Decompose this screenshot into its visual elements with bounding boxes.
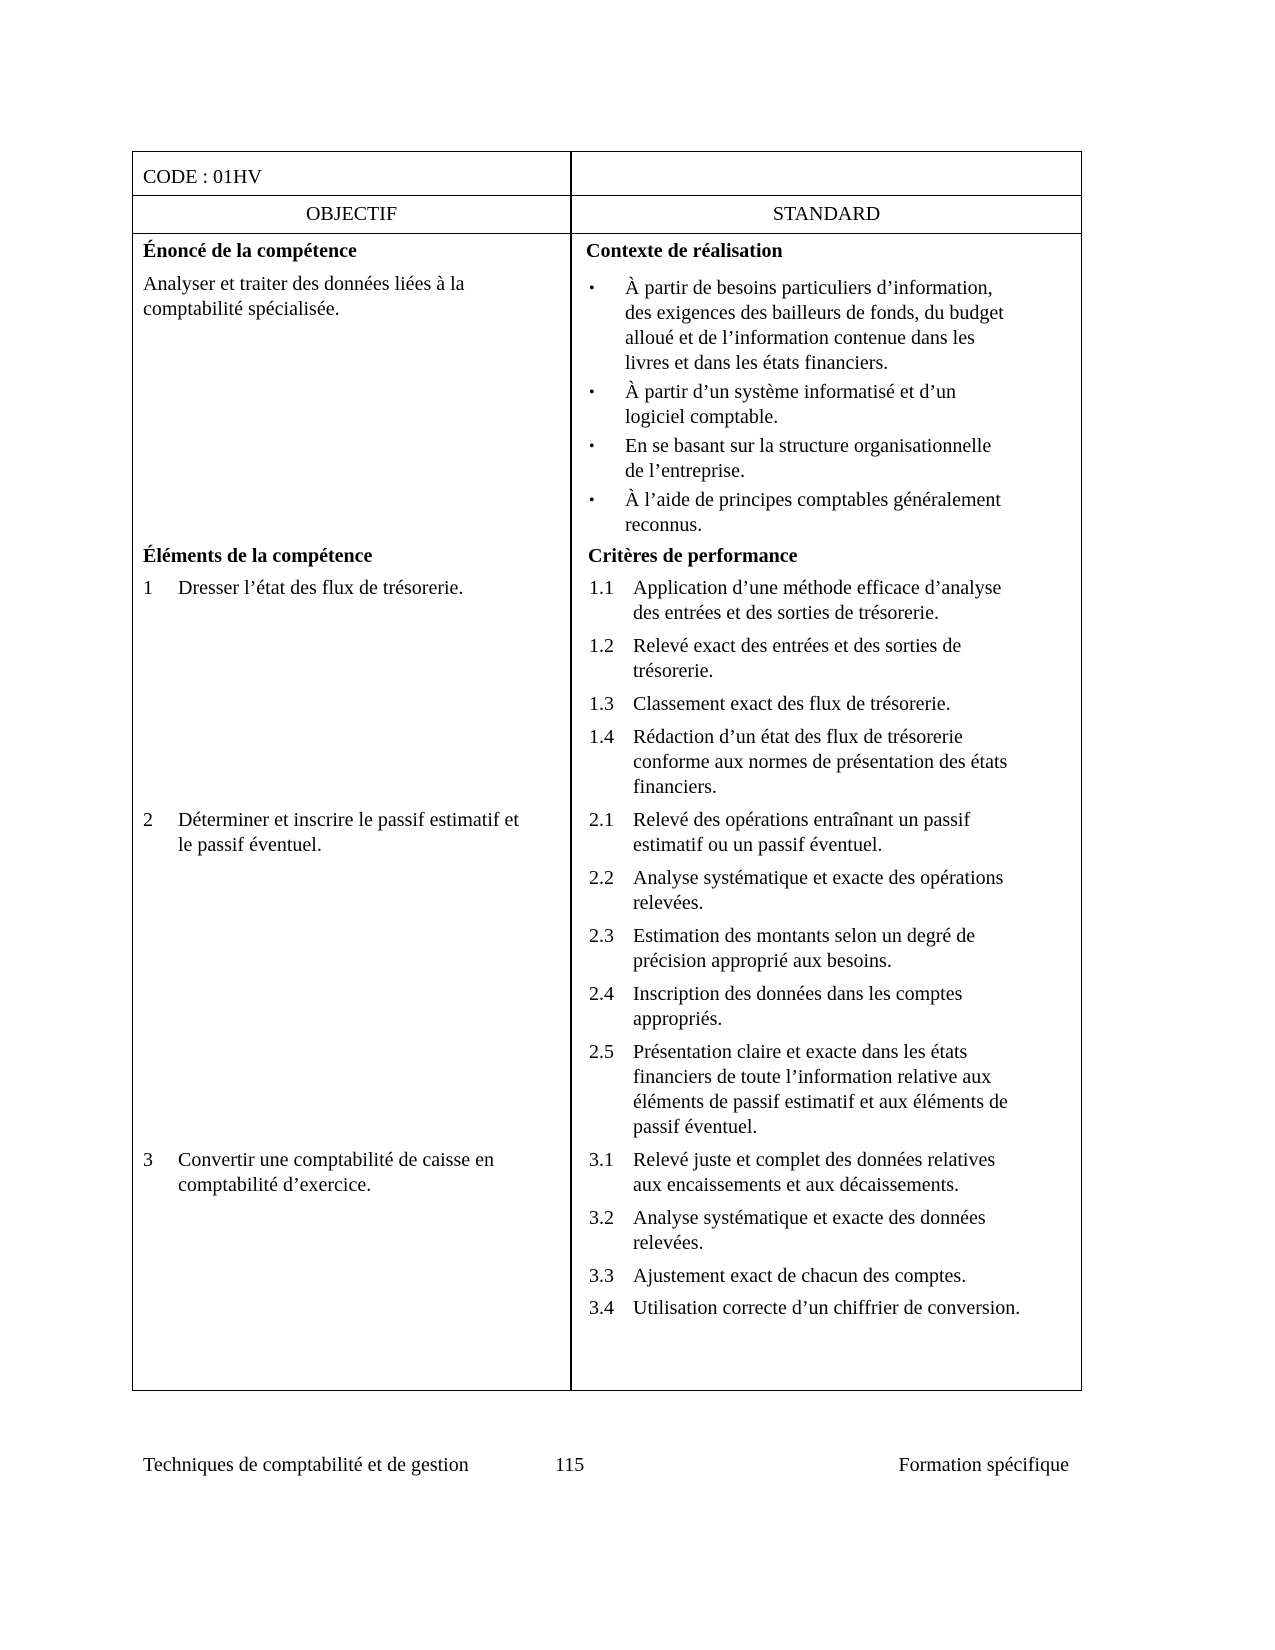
critere-text: Ajustement exact de chacun des comptes. <box>633 1265 967 1287</box>
contexte-heading: Contexte de réalisation <box>586 240 783 262</box>
critere-text: financiers. <box>633 776 717 798</box>
critere-text: Relevé exact des entrées et des sorties de <box>633 635 962 657</box>
critere-number: 1.4 <box>589 726 614 748</box>
critere-text: Inscription des données dans les comptes <box>633 983 963 1005</box>
element-text: Convertir une comptabilité de caisse en <box>178 1149 495 1171</box>
row-divider <box>132 195 1082 196</box>
criteres-heading: Critères de performance <box>588 545 798 567</box>
code-label: CODE : 01HV <box>143 166 262 188</box>
critere-text: Présentation claire et exacte dans les états <box>633 1041 968 1063</box>
objectif-header: OBJECTIF <box>305 203 398 225</box>
critere-text: conforme aux normes de présentation des états <box>633 751 1008 773</box>
element-number: 3 <box>143 1149 153 1171</box>
critere-number: 2.2 <box>589 867 614 889</box>
critere-text: Analyse systématique et exacte des données <box>633 1207 986 1229</box>
critere-number: 2.4 <box>589 983 614 1005</box>
critere-text: Relevé des opérations entraînant un passif <box>633 809 971 831</box>
element-text: comptabilité d’exercice. <box>178 1174 372 1196</box>
critere-text: des entrées et des sorties de trésorerie. <box>633 602 939 624</box>
element-text: Déterminer et inscrire le passif estimatif et <box>178 809 519 831</box>
table-border-right <box>1081 151 1082 1391</box>
critere-text: relevées. <box>633 1232 704 1254</box>
bullet-icon: • <box>589 280 595 297</box>
contexte-item: reconnus. <box>625 514 703 536</box>
footer-title: Techniques de comptabilité et de gestion <box>143 1454 469 1476</box>
critere-text: Analyse systématique et exacte des opérations <box>633 867 1004 889</box>
row-divider <box>132 233 1082 234</box>
contexte-item: de l’entreprise. <box>625 460 745 482</box>
table-border-top <box>132 151 1082 152</box>
critere-text: éléments de passif estimatif et aux éléments de <box>633 1091 1008 1113</box>
contexte-item: En se basant sur la structure organisationnelle <box>625 435 992 457</box>
contexte-item: livres et dans les états financiers. <box>625 352 889 374</box>
table-border-left <box>132 151 133 1391</box>
column-divider <box>570 151 572 1391</box>
page-number: 115 <box>555 1454 585 1476</box>
enonce-text: comptabilité spécialisée. <box>143 298 340 320</box>
bullet-icon: • <box>589 438 595 455</box>
element-text: Dresser l’état des flux de trésorerie. <box>178 577 464 599</box>
critere-text: Estimation des montants selon un degré de <box>633 925 976 947</box>
critere-text: estimatif ou un passif éventuel. <box>633 834 883 856</box>
critere-text: relevées. <box>633 892 704 914</box>
enonce-heading: Énoncé de la compétence <box>143 240 357 262</box>
critere-text: passif éventuel. <box>633 1116 758 1138</box>
footer-section: Formation spécifique <box>898 1454 1069 1476</box>
element-number: 1 <box>143 577 153 599</box>
standard-header: STANDARD <box>772 203 881 225</box>
contexte-item: À partir de besoins particuliers d’information, <box>625 277 993 299</box>
critere-text: Rédaction d’un état des flux de trésorerie <box>633 726 963 748</box>
bullet-icon: • <box>589 492 595 509</box>
critere-text: Application d’une méthode efficace d’analyse <box>633 577 1002 599</box>
elements-heading: Éléments de la compétence <box>143 545 373 567</box>
critere-text: Utilisation correcte d’un chiffrier de conversion. <box>633 1297 1021 1319</box>
critere-number: 3.4 <box>589 1297 614 1319</box>
contexte-item: logiciel comptable. <box>625 406 779 428</box>
contexte-item: des exigences des bailleurs de fonds, du budget <box>625 302 1004 324</box>
bullet-icon: • <box>589 384 595 401</box>
critere-number: 3.2 <box>589 1207 614 1229</box>
critere-text: appropriés. <box>633 1008 723 1030</box>
critere-number: 2.5 <box>589 1041 614 1063</box>
critere-text: aux encaissements et aux décaissements. <box>633 1174 959 1196</box>
critere-text: Relevé juste et complet des données relatives <box>633 1149 996 1171</box>
critere-number: 1.3 <box>589 693 614 715</box>
critere-number: 1.1 <box>589 577 614 599</box>
contexte-item: À partir d’un système informatisé et d’un <box>625 381 957 403</box>
contexte-item: alloué et de l’information contenue dans les <box>625 327 975 349</box>
enonce-text: Analyser et traiter des données liées à la <box>143 273 465 295</box>
element-number: 2 <box>143 809 153 831</box>
critere-text: Classement exact des flux de trésorerie. <box>633 693 951 715</box>
critere-number: 2.1 <box>589 809 614 831</box>
critere-number: 3.3 <box>589 1265 614 1287</box>
element-text: le passif éventuel. <box>178 834 322 856</box>
critere-text: précision approprié aux besoins. <box>633 950 892 972</box>
critere-number: 2.3 <box>589 925 614 947</box>
critere-number: 1.2 <box>589 635 614 657</box>
table-border-bottom <box>132 1390 1082 1391</box>
critere-number: 3.1 <box>589 1149 614 1171</box>
contexte-item: À l’aide de principes comptables généralement <box>625 489 1001 511</box>
critere-text: trésorerie. <box>633 660 714 682</box>
critere-text: financiers de toute l’information relative aux <box>633 1066 992 1088</box>
